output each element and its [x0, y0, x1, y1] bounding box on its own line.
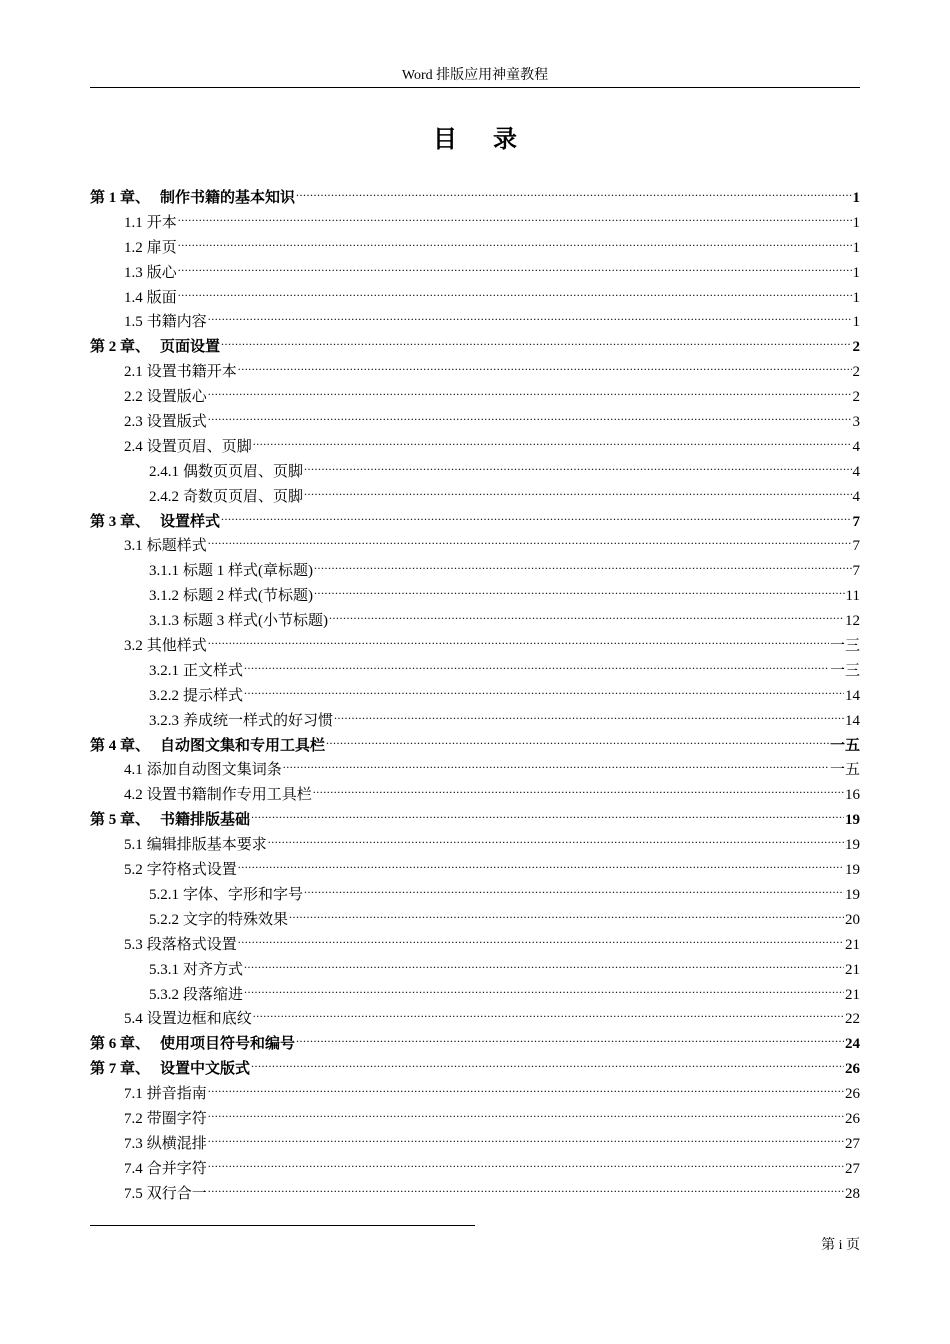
toc-entry-number: 5.2.1 [149, 886, 179, 903]
toc-entry-title [124, 933, 237, 958]
toc-page-number: 7 [852, 563, 860, 580]
toc-entry-title [124, 534, 207, 559]
page-footer: 第 i 页 [821, 1238, 860, 1253]
toc-entry-number: 2.3 [124, 414, 143, 431]
toc-entry-number: 5.1 [124, 837, 143, 854]
toc-page-number: 12 [845, 613, 860, 630]
toc-entry-label: 页面设置 [160, 339, 221, 356]
toc-entry-number: 第 3 章、 [90, 513, 151, 530]
toc-dot-leader [208, 1074, 844, 1098]
toc-entry-label: 设置书籍开本 [146, 364, 237, 381]
toc-entry-number: 5.2 [124, 862, 143, 879]
toc-entry-label: 标题 3 样式(小节标题) [183, 613, 328, 630]
toc-entry-title [124, 286, 177, 311]
toc-dot-leader [304, 452, 851, 476]
toc-dot-leader [329, 601, 844, 625]
toc-entry-title [124, 385, 207, 410]
toc-entry-label: 对齐方式 [183, 961, 244, 978]
toc-entry-label: 提示样式 [183, 687, 244, 704]
toc-dot-leader [178, 228, 852, 252]
toc-page-number: 21 [845, 936, 860, 953]
toc-page-number: 14 [845, 687, 860, 704]
toc-dot-leader [238, 352, 852, 376]
toc-entry-title [124, 236, 177, 261]
toc-entry-number: 5.4 [124, 1011, 143, 1028]
toc-page-number: 24 [845, 1036, 860, 1053]
toc-dot-leader [208, 1099, 844, 1123]
toc-dot-leader [314, 576, 845, 600]
toc-entry-title [149, 709, 333, 734]
toc-entry-number: 7.3 [124, 1135, 143, 1152]
toc-page-number: 1 [852, 214, 860, 231]
toc-entry-title [149, 983, 243, 1008]
toc-entry-title [90, 510, 220, 535]
toc-dot-leader [208, 377, 852, 401]
toc-page-number: 4 [852, 463, 860, 480]
toc-dot-leader [304, 875, 844, 899]
toc-entry-title [124, 1007, 252, 1032]
toc-entry-label: 扉页 [146, 239, 177, 256]
toc-entry-label: 奇数页页眉、页脚 [183, 488, 304, 505]
toc-dot-leader [244, 651, 829, 675]
toc-entry-label: 设置版心 [146, 389, 207, 406]
toc-entry-label: 制作书籍的基本知识 [160, 190, 296, 206]
toc-entry-title [149, 684, 243, 709]
toc-entry-number: 1.4 [124, 289, 143, 306]
toc-dot-leader [178, 253, 852, 277]
toc-entry-number: 2.1 [124, 364, 143, 381]
toc-entry-number: 第 1 章、 [90, 190, 151, 206]
toc-entry-number: 第 6 章、 [90, 1036, 151, 1053]
toc-page-number: 1 [852, 190, 860, 206]
toc-dot-leader [296, 1024, 844, 1048]
toc-page-number: 1 [852, 289, 860, 306]
toc-dot-leader [283, 750, 829, 774]
toc-entry-number: 3.1.1 [149, 563, 179, 580]
toc-entry-number: 4.1 [124, 762, 143, 779]
toc-page-number: 1 [852, 239, 860, 256]
toc-entry-label: 段落格式设置 [146, 936, 237, 953]
toc-page-number: 20 [845, 911, 860, 928]
toc-entry-title [124, 211, 177, 236]
toc-entry-number: 2.4.2 [149, 488, 179, 505]
toc-entry-number: 1.5 [124, 314, 143, 331]
toc-entry-number: 3.2.3 [149, 712, 179, 729]
toc-entry-label: 设置样式 [160, 513, 221, 530]
toc-page-number: 一五 [829, 762, 860, 779]
toc-entry-label: 正文样式 [183, 662, 244, 679]
toc-entry-title [124, 858, 237, 883]
toc-page-number: 7 [852, 538, 860, 555]
toc-page-number: 16 [845, 787, 860, 804]
toc-entry-number: 第 2 章、 [90, 339, 151, 356]
toc-entry-title [124, 410, 207, 435]
toc-entry-number: 7.5 [124, 1185, 143, 1202]
toc-page-number: 26 [845, 1061, 860, 1078]
toc-dot-leader [251, 1049, 844, 1073]
toc-page-number: 27 [845, 1135, 860, 1152]
toc-page-number: 19 [845, 862, 860, 879]
toc-entry-number: 4.2 [124, 787, 143, 804]
toc-entry-title [124, 634, 207, 659]
toc-entry-label: 设置书籍制作专用工具栏 [146, 787, 312, 804]
toc-page-number: 4 [852, 488, 860, 505]
toc-page-number: 4 [852, 438, 860, 455]
toc-dot-leader [244, 676, 844, 700]
toc-entry-number: 5.3.1 [149, 961, 179, 978]
toc-page-number: 2 [852, 389, 860, 406]
toc-page-number: 11 [845, 588, 860, 605]
toc-dot-leader [253, 999, 844, 1023]
toc-dot-leader [208, 1174, 844, 1198]
toc-entry-label: 版面 [146, 289, 177, 306]
toc-entry-label: 其他样式 [146, 638, 207, 655]
page-header: Word 排版应用神童教程 [401, 68, 549, 83]
toc-page-number: 26 [845, 1086, 860, 1103]
toc-page-number: 一五 [829, 737, 860, 754]
toc-entry-title [90, 335, 220, 360]
toc-entry-title [149, 559, 313, 584]
toc-title-char-2: 录 [493, 127, 517, 153]
toc-dot-leader [244, 975, 844, 999]
toc-entry-label: 开本 [146, 214, 177, 231]
toc-entry-label: 双行合一 [146, 1185, 207, 1202]
toc-entry-label: 拼音指南 [146, 1086, 207, 1103]
toc-dot-leader [208, 626, 829, 650]
toc-entry-number: 1.3 [124, 264, 143, 281]
toc-entry-label: 纵横混排 [146, 1135, 207, 1152]
toc-dot-leader [238, 850, 844, 874]
table-of-contents [90, 178, 860, 1202]
toc-entry-title [149, 958, 243, 983]
toc-entry-label: 书籍排版基础 [160, 812, 251, 829]
toc-entry-number: 3.1.3 [149, 613, 179, 630]
toc-dot-leader [313, 775, 844, 799]
toc-entry-number: 5.3.2 [149, 986, 179, 1003]
toc-entry-title [90, 808, 250, 833]
toc-page-number: 3 [852, 414, 860, 431]
toc-entry-title [124, 758, 282, 783]
toc-dot-leader [251, 800, 844, 824]
toc-dot-leader [208, 402, 852, 426]
toc-entry-title [124, 1082, 207, 1107]
toc-dot-leader [253, 427, 852, 451]
toc-title [90, 124, 860, 156]
toc-dot-leader [314, 551, 852, 575]
toc-page-number: 2 [852, 339, 860, 356]
toc-entry-number: 5.3 [124, 936, 143, 953]
toc-entry-title [124, 261, 177, 286]
toc-dot-leader [208, 1149, 844, 1173]
toc-entry-number: 2.4.1 [149, 463, 179, 480]
toc-entry-number: 7.4 [124, 1160, 143, 1177]
toc-entry-label: 书籍内容 [146, 314, 207, 331]
toc-page-number: 22 [845, 1011, 860, 1028]
toc-page-number: 19 [845, 886, 860, 903]
toc-entry-number: 5.2.2 [149, 911, 179, 928]
toc-page-number: 19 [845, 837, 860, 854]
toc-page-number: 2 [852, 364, 860, 381]
toc-dot-leader [208, 1124, 844, 1148]
toc-entry-label: 使用项目符号和编号 [160, 1036, 296, 1053]
toc-entry-number: 3.2 [124, 638, 143, 655]
toc-entry-label: 标题样式 [146, 538, 207, 555]
toc-entry-title [124, 1132, 207, 1157]
toc-page-number: 21 [845, 986, 860, 1003]
toc-entry-number: 3.1 [124, 538, 143, 555]
toc-entry-label: 设置边框和底纹 [146, 1011, 252, 1028]
toc-entry-number: 第 4 章、 [90, 737, 151, 754]
toc-section-entry[interactable] [90, 253, 860, 281]
toc-entry-title [149, 883, 303, 908]
toc-entry-title [149, 460, 303, 485]
toc-entry-number: 7.2 [124, 1110, 143, 1127]
toc-dot-leader [244, 950, 844, 974]
toc-entry-label: 设置中文版式 [160, 1061, 251, 1078]
toc-entry-number: 3.2.1 [149, 662, 179, 679]
toc-dot-leader [178, 203, 852, 227]
toc-entry-title [124, 1107, 207, 1132]
toc-page-number: 一三 [829, 638, 860, 655]
toc-entry-number: 1.1 [124, 214, 143, 231]
toc-dot-leader [304, 477, 851, 501]
toc-page-number: 一三 [829, 662, 860, 679]
toc-dot-leader [178, 278, 852, 302]
toc-section-entry[interactable] [90, 302, 860, 331]
toc-dot-leader [326, 726, 829, 750]
toc-dot-leader [208, 302, 852, 326]
toc-entry-number: 7.1 [124, 1086, 143, 1103]
toc-dot-leader [296, 178, 851, 202]
toc-title-char-1: 目 [433, 127, 457, 153]
toc-entry-label: 标题 2 样式(节标题) [183, 588, 313, 605]
toc-section-entry[interactable] [90, 278, 860, 306]
toc-entry-number: 第 5 章、 [90, 812, 151, 829]
toc-entry-number: 1.2 [124, 239, 143, 256]
toc-dot-leader [238, 925, 844, 949]
toc-entry-label: 合并字符 [146, 1160, 207, 1177]
footnote-separator [90, 1225, 475, 1226]
toc-entry-label: 设置页眉、页脚 [146, 438, 252, 455]
toc-entry-number: 3.1.2 [149, 588, 179, 605]
toc-entry-label: 文字的特殊效果 [183, 911, 289, 928]
toc-page-number: 14 [845, 712, 860, 729]
toc-section-entry[interactable] [90, 228, 860, 256]
toc-page-number: 7 [852, 513, 860, 530]
toc-page-number: 1 [852, 314, 860, 331]
toc-entry-label: 字符格式设置 [146, 862, 237, 879]
toc-entry-title [149, 659, 243, 684]
toc-entry-title [124, 310, 207, 335]
toc-entry-number: 第 7 章、 [90, 1061, 151, 1078]
toc-dot-leader [289, 900, 844, 924]
toc-entry-number: 2.2 [124, 389, 143, 406]
toc-entry-label: 字体、字形和字号 [183, 886, 304, 903]
toc-page-number: 21 [845, 961, 860, 978]
toc-dot-leader [221, 327, 851, 351]
toc-dot-leader [268, 825, 844, 849]
toc-entry-label: 标题 1 样式(章标题) [183, 563, 313, 580]
toc-entry-label: 自动图文集和专用工具栏 [160, 737, 326, 754]
toc-entry-title [124, 435, 252, 460]
toc-entry-label: 设置版式 [146, 414, 207, 431]
toc-page-number: 1 [852, 264, 860, 281]
toc-entry-label: 偶数页页眉、页脚 [183, 463, 304, 480]
toc-chapter-entry[interactable] [90, 178, 860, 206]
toc-dot-leader [334, 701, 844, 725]
toc-page-number: 28 [845, 1185, 860, 1202]
toc-page-number: 19 [845, 812, 860, 829]
toc-entry-title [124, 1182, 207, 1207]
header-rule [90, 87, 860, 88]
toc-entry-title [149, 584, 313, 609]
toc-entry-number: 2.4 [124, 438, 143, 455]
toc-page-number: 26 [845, 1110, 860, 1127]
toc-entry-label: 添加自动图文集词条 [146, 762, 282, 779]
toc-entry-number: 3.2.2 [149, 687, 179, 704]
toc-dot-leader [221, 502, 851, 526]
toc-entry-label: 版心 [146, 264, 177, 281]
toc-entry-label: 带圈字符 [146, 1110, 207, 1127]
toc-dot-leader [208, 526, 852, 550]
toc-entry-label: 编辑排版基本要求 [146, 837, 267, 854]
toc-section-entry[interactable] [90, 203, 860, 231]
toc-entry-title [124, 1157, 207, 1182]
toc-entry-label: 段落缩进 [183, 986, 244, 1003]
toc-entry-label: 养成统一样式的好习惯 [183, 712, 334, 729]
toc-page-number: 27 [845, 1160, 860, 1177]
